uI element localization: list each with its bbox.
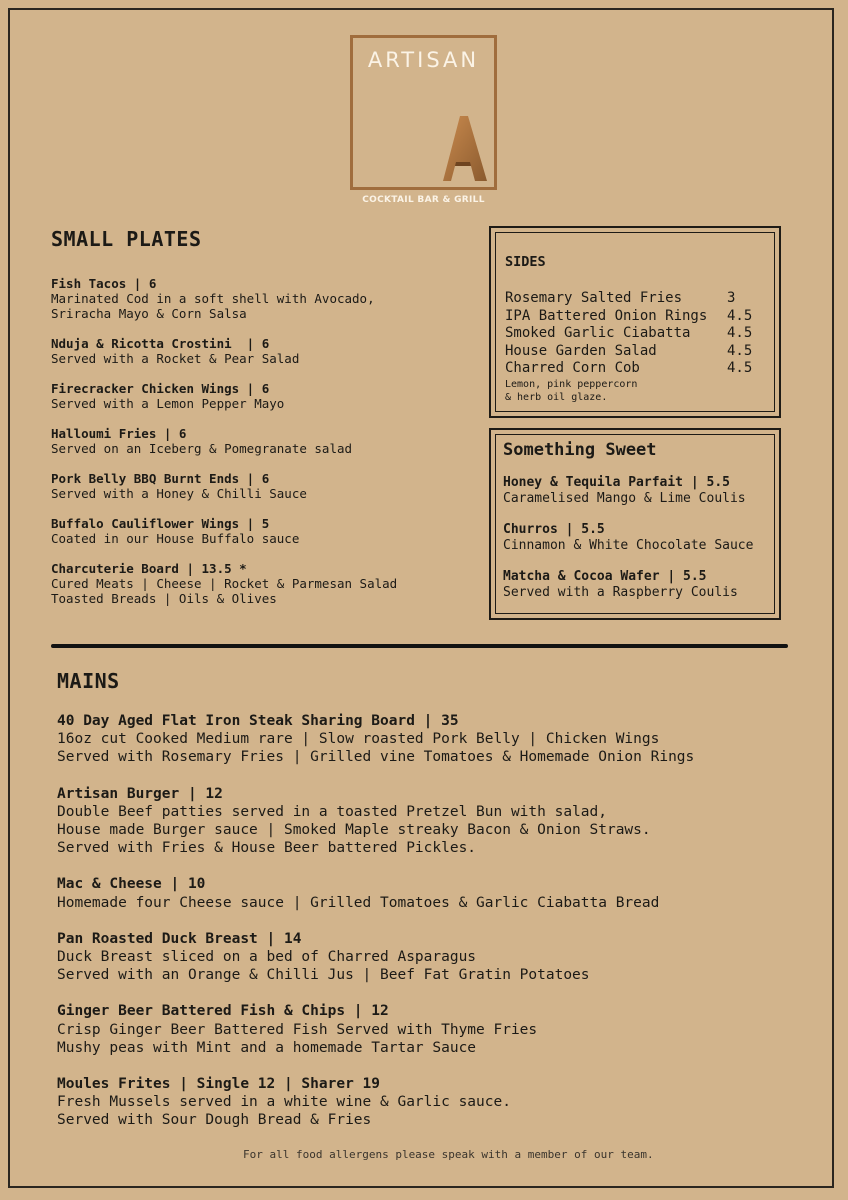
item-description: Served with a Raspberry Coulis (503, 585, 738, 600)
item-name: Mac & Cheese | 10 (57, 876, 206, 893)
list-item (51, 426, 471, 456)
item-description: Crisp Ginger Beer Battered Fish Served with Thyme Fries Mushy peas with Mint and a homemade Tartar Sauce (57, 1021, 538, 1056)
list-item (57, 875, 797, 911)
side-item (505, 308, 767, 326)
mains-heading: MAINS (57, 669, 120, 693)
item-name: Moules Frites | Single 12 | Sharer 19 (57, 1076, 381, 1093)
side-item (505, 290, 767, 308)
item-name: Churros | 5.5 (503, 522, 605, 537)
logo-subtitle: COCKTAIL BAR & GRILL (362, 195, 485, 205)
sweet-list (503, 475, 773, 616)
item-description: Cinnamon & White Chocolate Sauce (503, 538, 754, 553)
list-item (51, 561, 471, 606)
logo-title: ARTISAN (367, 48, 480, 72)
side-name: Rosemary Salted Fries (505, 290, 683, 306)
item-name: Halloumi Fries | 6 (51, 426, 187, 441)
side-price: 4.5 (727, 325, 753, 341)
sweet-box (489, 428, 781, 620)
small-plates-heading: SMALL PLATES (51, 227, 202, 251)
list-item (51, 276, 471, 321)
side-item (505, 325, 767, 343)
item-description: 16oz cut Cooked Medium rare | Slow roasted Pork Belly | Chicken Wings Served with Rosemary Fries | Grilled vine Tomatoes & Homemade Onion Rings (57, 731, 695, 766)
list-item (51, 381, 471, 411)
item-name: Honey & Tequila Parfait | 5.5 (503, 475, 730, 490)
list-item (503, 475, 773, 507)
list-item (57, 930, 797, 985)
sweet-heading: Something Sweet (503, 440, 657, 460)
item-description: Served on an Iceberg & Pomegranate salad (51, 441, 353, 456)
item-name: Ginger Beer Battered Fish & Chips | 12 (57, 1003, 389, 1020)
item-description: Caramelised Mango & Lime Coulis (503, 491, 746, 506)
logo (350, 35, 497, 190)
side-item (505, 343, 767, 361)
list-item (51, 336, 471, 366)
item-description: Served with a Lemon Pepper Mayo (51, 396, 285, 411)
sides-heading: SIDES (505, 254, 546, 270)
list-item (57, 1002, 797, 1057)
list-item (57, 1075, 797, 1130)
item-description: Duck Breast sliced on a bed of Charred Asparagus Served with an Orange & Chilli Jus | Beef Fat Gratin Potatoes (57, 949, 590, 984)
item-name: Charcuterie Board | 13.5 * (51, 561, 247, 576)
item-description: Coated in our House Buffalo sauce (51, 531, 300, 546)
small-plates-list (51, 276, 471, 621)
list-item (57, 712, 797, 767)
side-note: Lemon, pink peppercorn & herb oil glaze. (505, 378, 638, 403)
side-item (505, 360, 767, 378)
side-name: Charred Corn Cob (505, 360, 640, 376)
list-item (57, 785, 797, 858)
item-description: Marinated Cod in a soft shell with Avocado, Sriracha Mayo & Corn Salsa (51, 291, 375, 321)
item-name: Artisan Burger | 12 (57, 785, 223, 802)
item-description: Double Beef patties served in a toasted Pretzel Bun with salad, House made Burger sauce | Smoked Maple streaky Bacon & Onion Straws. Served with Fries & House Beer battered Pickles. (57, 803, 651, 857)
section-divider (51, 644, 788, 648)
side-price: 3 (727, 290, 736, 306)
item-name: Nduja & Ricotta Crostini | 6 (51, 336, 270, 351)
item-name: Firecracker Chicken Wings | 6 (51, 381, 270, 396)
item-description: Fresh Mussels served in a white wine & Garlic sauce. Served with Sour Dough Bread & Fries (57, 1094, 511, 1129)
list-item (51, 471, 471, 501)
list-item (503, 522, 773, 554)
side-price: 4.5 (727, 360, 753, 376)
item-name: Fish Tacos | 6 (51, 276, 157, 291)
item-description: Served with a Honey & Chilli Sauce (51, 486, 307, 501)
item-name: Matcha & Cocoa Wafer | 5.5 (503, 569, 707, 584)
item-name: 40 Day Aged Flat Iron Steak Sharing Board | 35 (57, 713, 459, 729)
sides-box (489, 226, 781, 418)
side-price: 4.5 (727, 342, 753, 359)
item-name: Pan Roasted Duck Breast | 14 (57, 930, 302, 947)
item-description: Cured Meats | Cheese | Rocket & Parmesan Salad Toasted Breads | Oils & Olives (51, 576, 398, 606)
side-name: IPA Battered Onion Rings (505, 307, 708, 324)
item-description: Served with a Rocket & Pear Salad (51, 351, 300, 366)
list-item (503, 569, 773, 601)
item-name: Buffalo Cauliflower Wings | 5 (51, 516, 270, 531)
side-name: Smoked Garlic Ciabatta (505, 325, 691, 341)
item-description: Homemade four Cheese sauce | Grilled Tomatoes & Garlic Ciabatta Bread (57, 894, 660, 911)
item-name: Pork Belly BBQ Burnt Ends | 6 (51, 471, 270, 486)
mains-list (57, 712, 797, 1148)
allergen-note: For all food allergens please speak with a member of our team. (243, 1148, 654, 1161)
side-name: House Garden Salad (505, 342, 657, 359)
side-price: 4.5 (727, 307, 753, 324)
sides-list (505, 290, 767, 404)
list-item (51, 516, 471, 546)
